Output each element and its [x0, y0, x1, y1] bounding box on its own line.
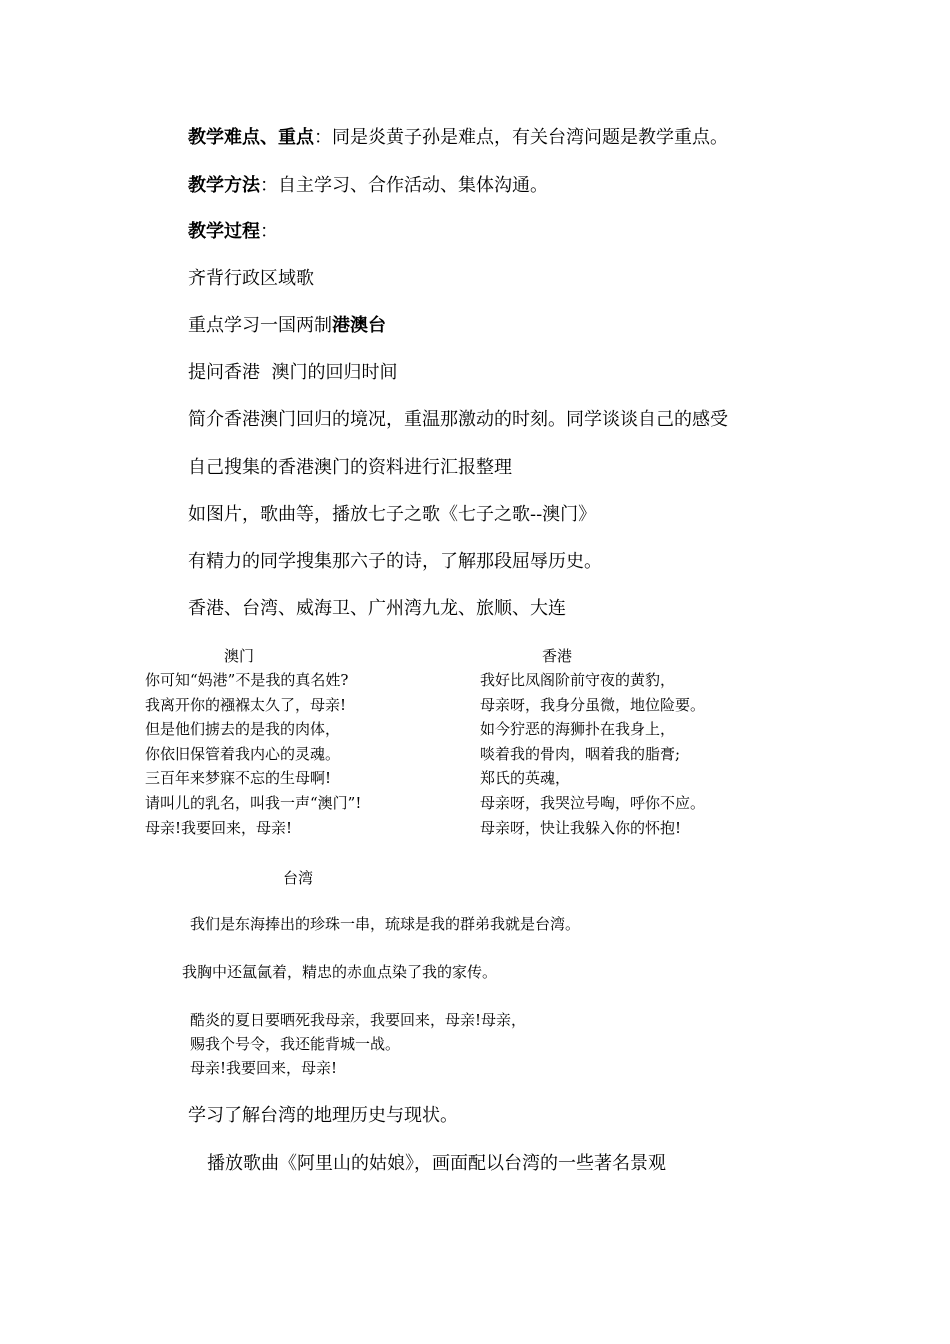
poem-line: 啖着我的骨肉，咽着我的脂膏;	[480, 744, 681, 763]
poem-line: 郑氏的英魂，	[480, 769, 571, 788]
poem-taiwan-line-5: 母亲!我要回来，母亲!	[190, 1059, 338, 1077]
poem-line: 母亲呀，我哭泣号啕，呼你不应。	[480, 793, 706, 812]
poem-taiwan-line-1: 我们是东海捧出的珍珠一串，琉球是我的群弟我就是台湾。	[190, 915, 581, 933]
poem-line: 请叫儿的乳名，叫我一声“澳门”!	[145, 793, 362, 812]
closing-song: 播放歌曲《阿里山的姑娘》，画面配以台湾的一些著名景观	[207, 1153, 666, 1174]
process-line	[188, 220, 278, 244]
step-focus-prefix: 重点学习一国两制	[188, 315, 332, 336]
poem-line: 三百年来梦寐不忘的生母啊!	[145, 769, 332, 788]
poem-macau	[145, 668, 361, 840]
poem-line: 但是他们掳去的是我的肉体，	[145, 720, 341, 739]
difficulty-line	[188, 126, 728, 150]
poem-hongkong	[480, 668, 705, 840]
difficulty-text: ：同是炎黄子孙是难点，有关台湾问题是教学重点。	[314, 127, 728, 148]
step-search: 有精力的同学搜集那六子的诗，了解那段屈辱历史。	[188, 551, 602, 572]
poem-hongkong-title: 香港	[542, 647, 573, 665]
step-focus	[188, 314, 386, 338]
poem-line: 母亲!我要回来，母亲!	[145, 818, 293, 837]
step-intro: 简介香港澳门回归的境况，重温那激动的时刻。同学谈谈自己的感受	[188, 409, 728, 430]
poem-line: 母亲呀，快让我躲入你的怀抱!	[480, 818, 682, 837]
process-label: 教学过程	[188, 221, 260, 242]
method-label: 教学方法	[188, 175, 260, 196]
step-places: 香港、台湾、威海卫、广州湾九龙、旅顺、大连	[188, 598, 566, 619]
step-play: 如图片，歌曲等，播放七子之歌《七子之歌--澳门》	[188, 504, 597, 525]
poem-macau-title: 澳门	[224, 647, 255, 665]
poem-line: 母亲呀，我身分虽微，地位险要。	[480, 695, 706, 714]
step-focus-bold: 港澳台	[332, 315, 386, 336]
method-text: ：自主学习、合作活动、集体沟通。	[260, 175, 548, 196]
poem-line: 我好比凤阁阶前守夜的黄豹，	[480, 671, 676, 689]
poem-line: 你可知“妈港”不是我的真名姓?	[145, 671, 349, 689]
process-colon: ：	[260, 221, 278, 242]
difficulty-label: 教学难点、重点	[188, 127, 314, 148]
poem-taiwan-line-4: 赐我个号令，我还能背城一战。	[190, 1035, 401, 1053]
poem-line: 我离开你的襁褓太久了，母亲!	[145, 695, 347, 714]
poem-taiwan-title: 台湾	[283, 869, 314, 887]
step-report: 自己搜集的香港澳门的资料进行汇报整理	[188, 457, 512, 478]
poem-taiwan-line-3: 酷炎的夏日要晒死我母亲，我要回来，母亲!母亲，	[190, 1011, 527, 1029]
poem-line: 如今狞恶的海狮扑在我身上，	[480, 720, 676, 739]
method-line	[188, 174, 548, 198]
poem-taiwan-line-2: 我胸中还氲氤着，精忠的赤血点染了我的家传。	[182, 963, 498, 981]
step-recite: 齐背行政区域歌	[188, 268, 314, 289]
poem-line: 你依旧保管着我内心的灵魂。	[145, 744, 341, 763]
step-question: 提问香港 澳门的回归时间	[188, 362, 398, 383]
closing-geography: 学习了解台湾的地理历史与现状。	[188, 1105, 458, 1126]
